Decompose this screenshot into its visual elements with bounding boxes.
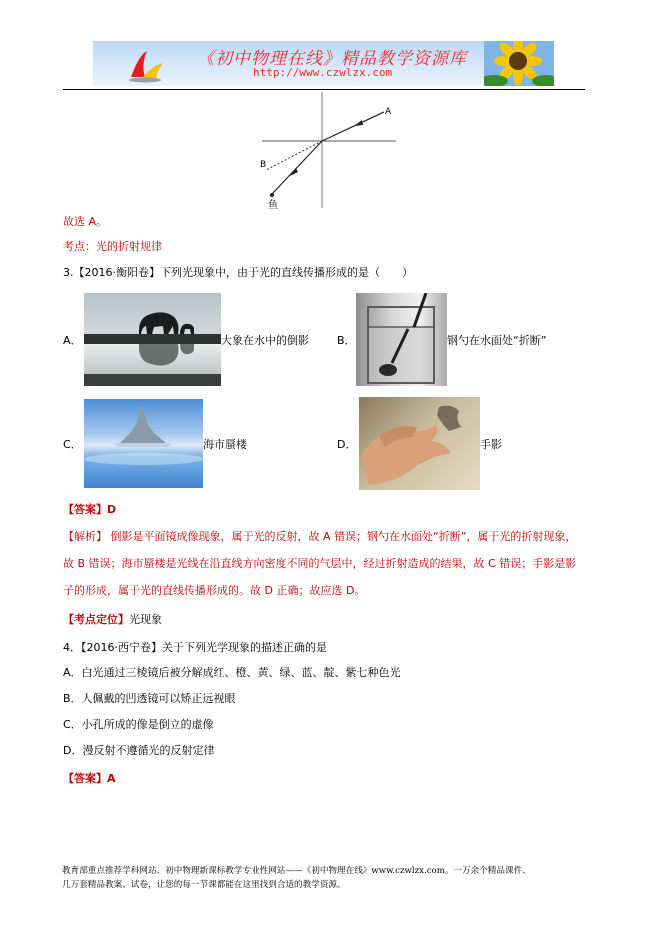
q3-option-d-letter: D． [337, 438, 357, 451]
mirage-photo [84, 399, 203, 488]
spoon-glass-icon [356, 293, 447, 386]
q3-kaodian-label: 【考点定位】 [63, 613, 129, 626]
q3-stem: 3.【2016·衡阳卷】下列光现象中，由于光的直线传播形成的是（ ） [63, 266, 413, 279]
q4-stem: 4．【2016·西宁卷】关于下列光学现象的描述正确的是 [63, 641, 327, 654]
elephant-icon [84, 293, 221, 386]
hand-shadow-icon [359, 397, 480, 490]
q3-option-c-text: 海市蜃楼 [203, 438, 247, 451]
header-divider [63, 89, 585, 90]
ray-arrow-bottom [290, 168, 298, 176]
q3-kaodian-value: 光现象 [129, 613, 162, 626]
label-b: B [260, 160, 267, 170]
ray-arrow-top [354, 120, 363, 126]
banner-url[interactable]: http://www.czwlzx.com [253, 66, 393, 79]
q3-option-b-letter: B． [337, 334, 356, 347]
q3-analysis-line-1: 【解析】 倒影是平面镜成像现象，属于光的反射，故 A 错误；钢勺在水面处“折断”，属于光的折射现象， [63, 530, 577, 543]
q3-analysis-line-2: 故 B 错误；海市蜃楼是光线在沿直线方向密度不同的气层中，经过折射造成的结果，故 C 错误；手影是影 [63, 557, 577, 570]
sunflower-icon [484, 41, 554, 86]
q4-option-b: B．人佩戴的凹透镜可以矫正远视眼 [63, 692, 236, 705]
label-fish: 鱼 [268, 200, 278, 210]
elephant-reflection-photo [84, 293, 221, 386]
header-banner [93, 41, 554, 86]
banner-title: 《初中物理在线》精品教学资源库 [197, 49, 467, 69]
q4-option-c: C．小孔所成的像是倒立的虚像 [63, 718, 214, 731]
virtual-ray [266, 141, 322, 170]
q4-option-a: A．白光通过三棱镜后被分解成红、橙、黄、绿、蓝、靛、紫七种色光 [63, 666, 401, 679]
refracted-ray [322, 112, 384, 141]
prev-conclusion: 故选 A。 [63, 215, 108, 228]
prev-kaodian: 考点：光的折射规律 [63, 240, 162, 253]
refraction-diagram [258, 92, 398, 210]
incident-ray [272, 141, 322, 194]
q3-answer: 【答案】D [63, 503, 117, 516]
q3-option-a-letter: A． [63, 334, 82, 347]
q3-option-a-text: 大象在水中的倒影 [221, 334, 309, 347]
q4-option-d: D．漫反射不遵循光的反射定律 [63, 744, 215, 757]
label-a: A [385, 107, 392, 117]
q3-option-b-text: 钢勺在水面处“折断” [447, 334, 547, 347]
q3-option-c-letter: C． [63, 438, 82, 451]
q3-kaodian [63, 612, 162, 628]
footer-line-2: 几万套精品教案、试卷，让您的每一节课都能在这里找到合适的教学资源。 [62, 880, 346, 890]
hand-shadow-photo [359, 397, 480, 490]
q3-analysis-line-3: 子的形成，属于光的直线传播形成的。故 D 正确；故应选 D。 [63, 584, 366, 597]
logo-icon [125, 47, 165, 83]
q4-answer: 【答案】A [63, 772, 116, 785]
spoon-in-glass-photo [356, 293, 447, 386]
fish-point [270, 193, 274, 197]
footer-line-1: 教育部重点推荐学科网站、初中物理新课标教学专业性网站——《初中物理在线》www.czwlzx.com。一万余个精品课件、 [62, 866, 531, 876]
mirage-castle-icon [84, 399, 203, 488]
q3-option-d-text: 手影 [480, 438, 502, 451]
